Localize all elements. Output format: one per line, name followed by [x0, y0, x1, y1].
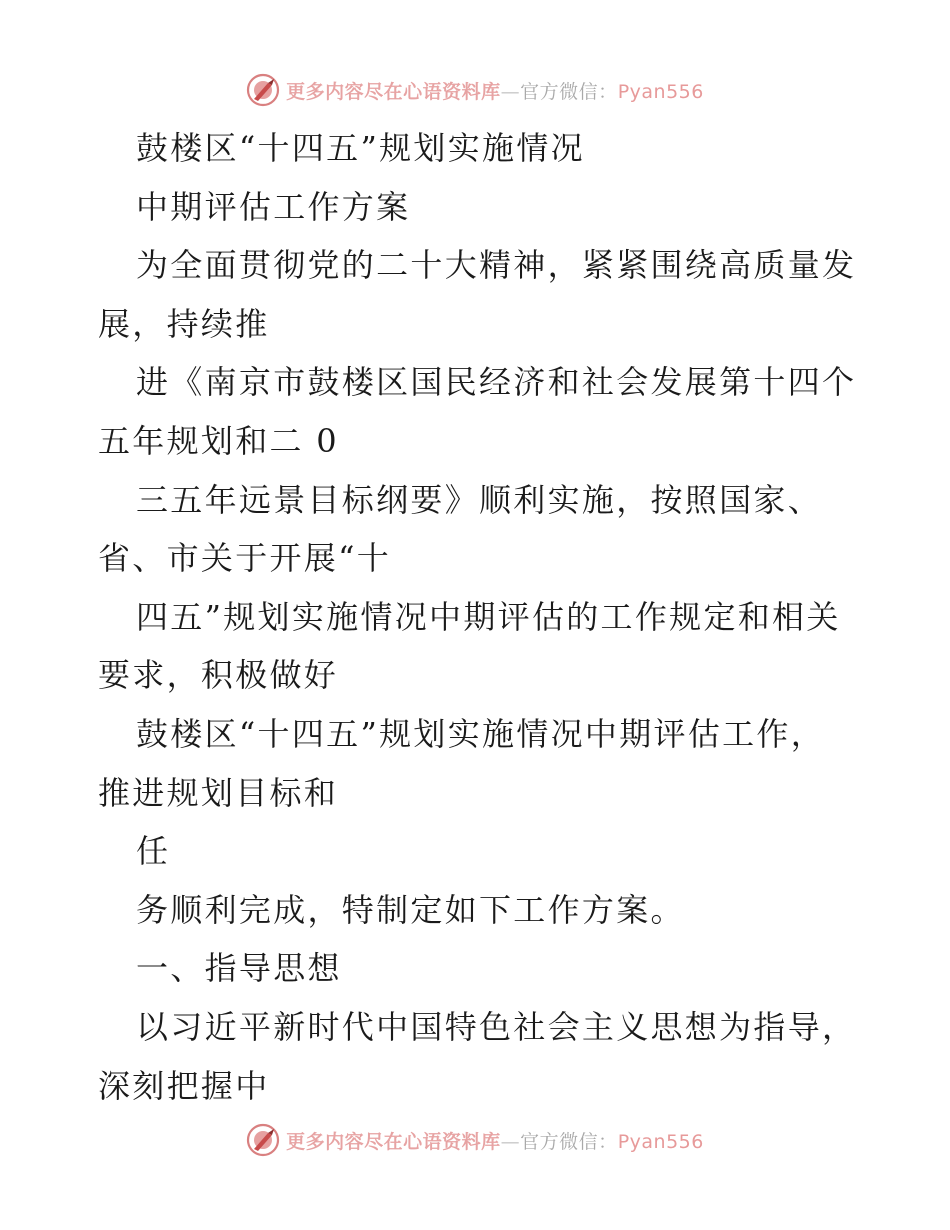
- paragraph-line: 五年规划和二 0: [98, 421, 339, 460]
- paragraph-line: 为全面贯彻党的二十大精神，紧紧围绕高质量发: [136, 246, 857, 285]
- watermark-footer: [0, 1120, 950, 1160]
- document-body: [98, 119, 858, 1115]
- watermark-text: 更多内容尽在心语资料库—官方微信：Pyan556: [286, 80, 704, 103]
- paragraph-line: 务顺利完成，特制定如下工作方案。: [136, 890, 685, 929]
- pen-logo-icon: [246, 1123, 280, 1157]
- paragraph-line: 推进规划目标和: [98, 773, 339, 812]
- paragraph-line: 三五年远景目标纲要》顺利实施，按照国家、: [136, 480, 823, 519]
- section-heading: 一、指导思想: [136, 949, 342, 988]
- paragraph-line: 以习近平新时代中国特色社会主义思想为指导，: [136, 1007, 857, 1046]
- paragraph-line: 鼓楼区“十四五”规划实施情况中期评估工作，: [136, 714, 826, 753]
- doc-title-line-2: 中期评估工作方案: [136, 187, 411, 226]
- paragraph-line: 任: [136, 832, 171, 871]
- pen-logo-icon: [246, 73, 280, 107]
- paragraph-line: 展，持续推: [98, 304, 270, 343]
- doc-title-line-1: 鼓楼区“十四五”规划实施情况: [136, 129, 585, 167]
- paragraph-line: 省、市关于开展“十: [98, 539, 392, 578]
- paragraph-line: 深刻把握中: [98, 1066, 270, 1105]
- watermark-header: [0, 70, 950, 110]
- paragraph-line: 四五”规划实施情况中期评估的工作规定和相关: [136, 597, 841, 636]
- paragraph-line: 要求，积极做好: [98, 656, 339, 695]
- paragraph-line: 进《南京市鼓楼区国民经济和社会发展第十四个: [136, 363, 857, 402]
- watermark-text: 更多内容尽在心语资料库—官方微信：Pyan556: [286, 1130, 704, 1153]
